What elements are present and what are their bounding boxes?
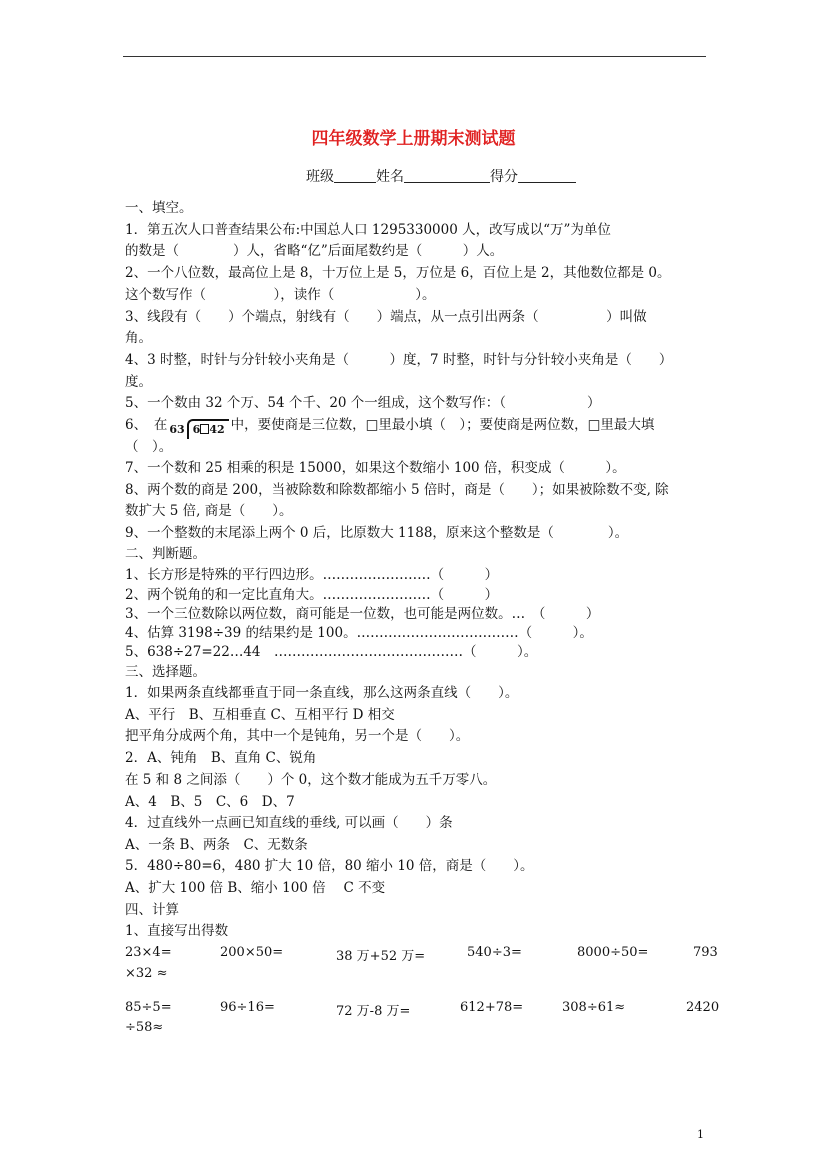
text-line: 度。 <box>125 374 152 390</box>
blank-square <box>200 424 209 434</box>
calc-item: 540÷3= <box>467 945 522 960</box>
section-heading: 二、判断题。 <box>125 546 206 562</box>
text-line: 5、638÷27=22…44 ……………………………………（ ）。 <box>125 644 538 660</box>
text-line: 1．第五次人口普查结果公布:中国总人口 1295330000 人，改写成以“万”为单位 <box>125 222 611 238</box>
calc-item: 308÷61≈ <box>562 1000 626 1015</box>
text-line: 1、长方形是特殊的平行四边形。……………………（ ） <box>125 567 499 583</box>
name-label: 姓名 <box>376 169 404 185</box>
class-field[interactable] <box>334 168 376 183</box>
calc-item: 8000÷50= <box>577 945 649 960</box>
calc-item: 793 <box>693 945 718 960</box>
text-line: 5．480÷80=6，480 扩大 10 倍，80 缩小 10 倍，商是（ ）。 <box>125 858 534 874</box>
text-line: 4、估算 3198÷39 的结果约是 100。………………………………（ ）。 <box>125 625 593 641</box>
text-line: 1．如果两条直线都垂直于同一条直线，那么这两条直线（ ）。 <box>125 685 519 701</box>
student-info <box>306 166 576 186</box>
text-line: 2．A、钝角 B、直角 C、锐角 <box>125 750 317 766</box>
text-line: 把平角分成两个角，其中一个是钝角，另一个是（ ）。 <box>125 728 470 744</box>
calc-item: 200×50= <box>220 945 284 960</box>
text-line: A、扩大 100 倍 B、缩小 100 倍 C 不变 <box>125 880 386 896</box>
calc-item-wrap: ×32 ≈ <box>125 966 168 981</box>
page-number: 1 <box>697 1128 704 1141</box>
text-line: 数扩大 5 倍, 商是（ ）。 <box>125 503 293 519</box>
text-line: （ ）。 <box>125 439 173 455</box>
text-line: 2、一个八位数，最高位上是 8，十万位上是 5，万位是 6，百位上是 2，其他数位都是 0。 <box>125 265 671 281</box>
dividend-part-b: 42 <box>209 423 225 436</box>
text-line: 角。 <box>125 330 152 346</box>
text-line: 2、两个锐角的和一定比直角大。……………………（ ） <box>125 587 499 603</box>
section-heading: 一、填空。 <box>125 200 193 216</box>
calc-item-wrap: ÷58≈ <box>125 1020 164 1035</box>
q6-suffix: 中，要使商是三位数，□里最小填（ ）；要使商是两位数，□里最大填 <box>230 417 655 433</box>
long-division-figure <box>169 419 228 439</box>
calc-item: 96÷16= <box>220 1000 275 1015</box>
class-label: 班级 <box>306 169 334 185</box>
text-line: A、4 B、5 C、6 D、7 <box>125 794 295 810</box>
text-line: 3、一个三位数除以两位数，商可能是一位数，也可能是两位数。… （ ） <box>125 606 600 622</box>
score-field[interactable] <box>518 168 576 183</box>
divisor: 63 <box>169 423 185 436</box>
text-line: A、一条 B、两条 C、无数条 <box>125 837 308 853</box>
calc-item: 38 万+52 万= <box>336 949 426 964</box>
division-bracket <box>187 419 229 439</box>
calc-item: 612+78= <box>460 1000 524 1015</box>
name-field[interactable] <box>404 168 490 183</box>
section-heading: 四、计算 <box>125 902 179 918</box>
calc-item: 23×4= <box>125 945 172 960</box>
dividend-part-a: 6 <box>192 423 201 436</box>
calc-item: 2420 <box>686 1000 720 1015</box>
text-line: 的数是（ ）人，省略“亿”后面尾数约是（ ）人。 <box>125 243 504 259</box>
calc-item: 72 万-8 万= <box>336 1004 411 1019</box>
text-line: 1、直接写出得数 <box>125 923 229 939</box>
text-line: 8、两个数的商是 200，当被除数和除数都缩小 5 倍时，商是（ ）；如果被除数不变, 除 <box>125 482 669 498</box>
text-line: 9、一个整数的末尾添上两个 0 后，比原数大 1188，原来这个整数是（ ）。 <box>125 525 629 541</box>
question-6-line <box>125 416 654 439</box>
text-line: 4、3 时整，时针与分针较小夹角是（ ）度，7 时整，时针与分针较小夹角是（ ） <box>125 352 673 368</box>
text-line: 4．过直线外一点画已知直线的垂线, 可以画（ ）条 <box>125 815 453 831</box>
calc-item: 85÷5= <box>125 1000 172 1015</box>
text-line: 这个数写作（ ），读作（ ）。 <box>125 287 436 303</box>
text-line: A、平行 B、互相垂直 C、互相平行 D 相交 <box>125 707 395 723</box>
text-line: 3、线段有（ ）个端点，射线有（ ）端点，从一点引出两条（ ）叫做 <box>125 309 647 325</box>
text-line: 在 5 和 8 之间添（ ）个 0，这个数才能成为五千万零八。 <box>125 772 497 788</box>
text-line: 5、一个数由 32 个万、54 个千、20 个一组成，这个数写作：（ ） <box>125 395 601 411</box>
text-line: 7、一个数和 25 相乘的积是 15000，如果这个数缩小 100 倍，积变成（ ）。 <box>125 460 626 476</box>
page-title: 四年级数学上册期末测试题 <box>311 129 516 149</box>
q6-prefix: 6、 在 <box>125 417 168 433</box>
header-rule <box>123 56 706 57</box>
section-heading: 三、选择题。 <box>125 664 206 680</box>
score-label: 得分 <box>490 169 518 185</box>
